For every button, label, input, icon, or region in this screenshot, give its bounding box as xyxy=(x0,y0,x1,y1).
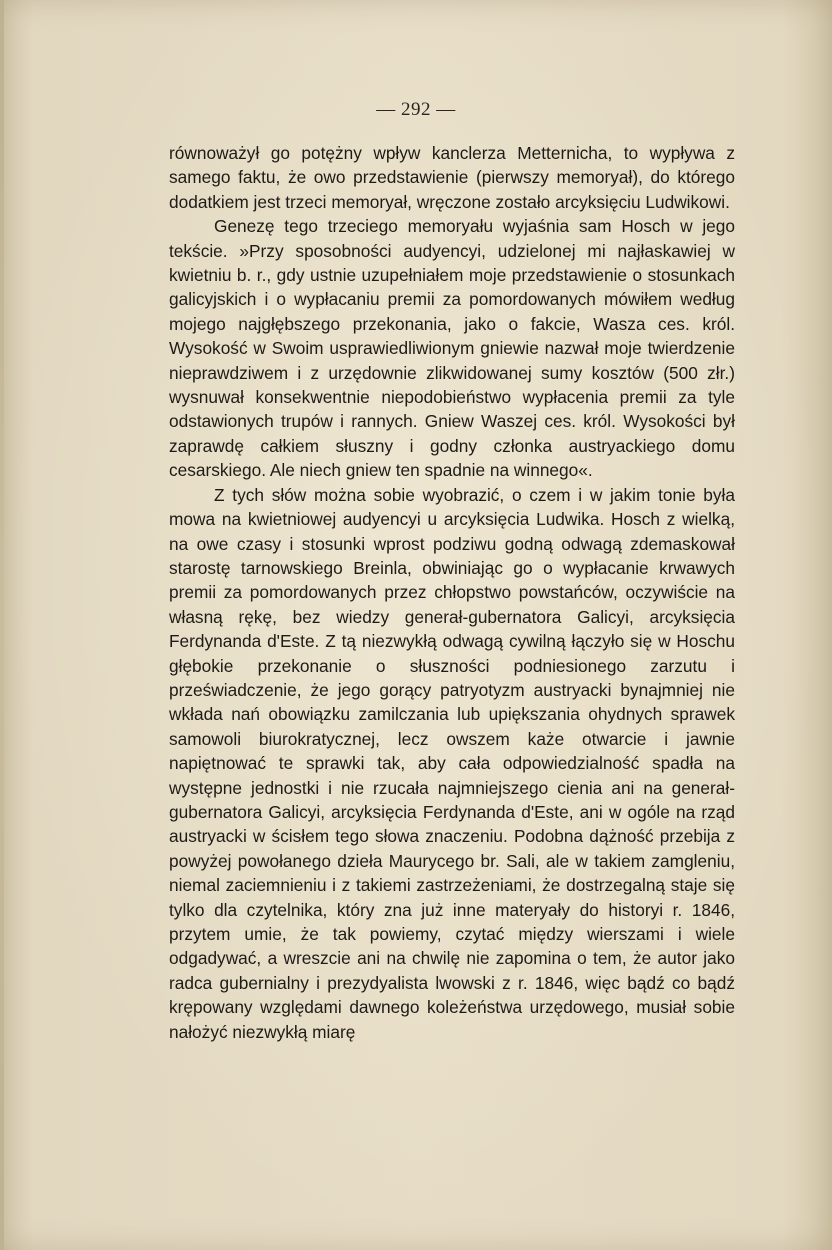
paragraph-2: Genezę tego trzeciego memoryału wyjaśnia sam Hosch w jego tekście. »Przy sposobności audyencyi, udzielonej mi najłaskawiej w kwietniu b. r., gdy ustnie uzupełniałem moje przedstawienie o stosunkach galicyjskich i o wypłacaniu premii za pomordowanych mówiłem według mojego najgłębszego przekonania, jako o fakcie, Wasza ces. król. Wysokość w Swoim usprawiedliwionym gniewie nazwał moje twierdzenie nieprawdziwem i z urzędownie zlikwidowanej sumy kosztów (500 złr.) wysnuwał konsekwentnie niepodobieństwo wypłacenia premii za tyle odstawionych trupów i rannych. Gniew Waszej ces. król. Wysokości był zaprawdę całkiem słuszny i godny członka austryackiego domu cesarskiego. Ale niech gniew ten spadnie na winnego«. xyxy=(169,216,735,481)
body-text xyxy=(169,141,735,1044)
page-number: — 292 — xyxy=(376,99,456,120)
paragraph-3: Z tych słów można sobie wyobrazić, o czem i w jakim tonie była mowa na kwietniowej audyencyi u arcyksięcia Ludwika. Hosch z wielką, na owe czasy i stosunki wprost podziwu godną odwagą zdemaskował starostę tarnowskiego Breinla, obwiniając go o wypłacanie krwawych premii za pomordowanych przez chłopstwo powstańców, oczywiście na własną rękę, bez wiedzy generał-gubernatora Galicyi, arcyksięcia Ferdynanda d'Este. Z tą niezwykłą odwagą cywilną łączyło się w Hoschu głębokie przekonanie o słuszności podniesionego zarzutu i przeświadczenie, że jego gorący patryotyzm austryacki bynajmniej nie wkłada nań obowiązku zamilczania lub upiększania ohydnych sprawek samowoli biurokratycznej, lecz owszem każe otwarcie i jawnie napiętnować te sprawki tak, aby cała odpowiedzialność spadła na występne jednostki i nie rzucała najmniejszego cienia ani na generał-gubernatora Galicyi, arcyksięcia Ferdynanda d'Este, ani w ogóle na rząd austryacki w ścisłem tego słowa znaczeniu. Podobna dążność przebija z powyżej powołanego dzieła Maurycego br. Sali, ale w takiem zamgleniu, niemal zaciemnieniu i z takiemi zastrzeżeniami, że dostrzegalną staje się tylko dla czytelnika, który zna już inne materyały do historyi r. 1846, przytem umie, że tak powiemy, czytać między wierszami i wiele odgadywać, a wreszcie ani na chwilę nie zapomina o tem, że autor jako radca gubernialny i prezydyalista lwowski z r. 1846, więc bądź co bądź krępowany względami dawnego koleżeństwa urzędowego, musiał sobie nałożyć niezwykłą miarę xyxy=(169,484,735,1042)
paragraph-1: równoważył go potężny wpływ kanclerza Metternicha, to wypływa z samego faktu, że owo przedstawienie (pierwszy memoryał), do którego dodatkiem jest trzeci memoryał, wręczone zostało arcyksięciu Ludwikowi. xyxy=(169,143,735,212)
page-edge xyxy=(0,0,4,1250)
